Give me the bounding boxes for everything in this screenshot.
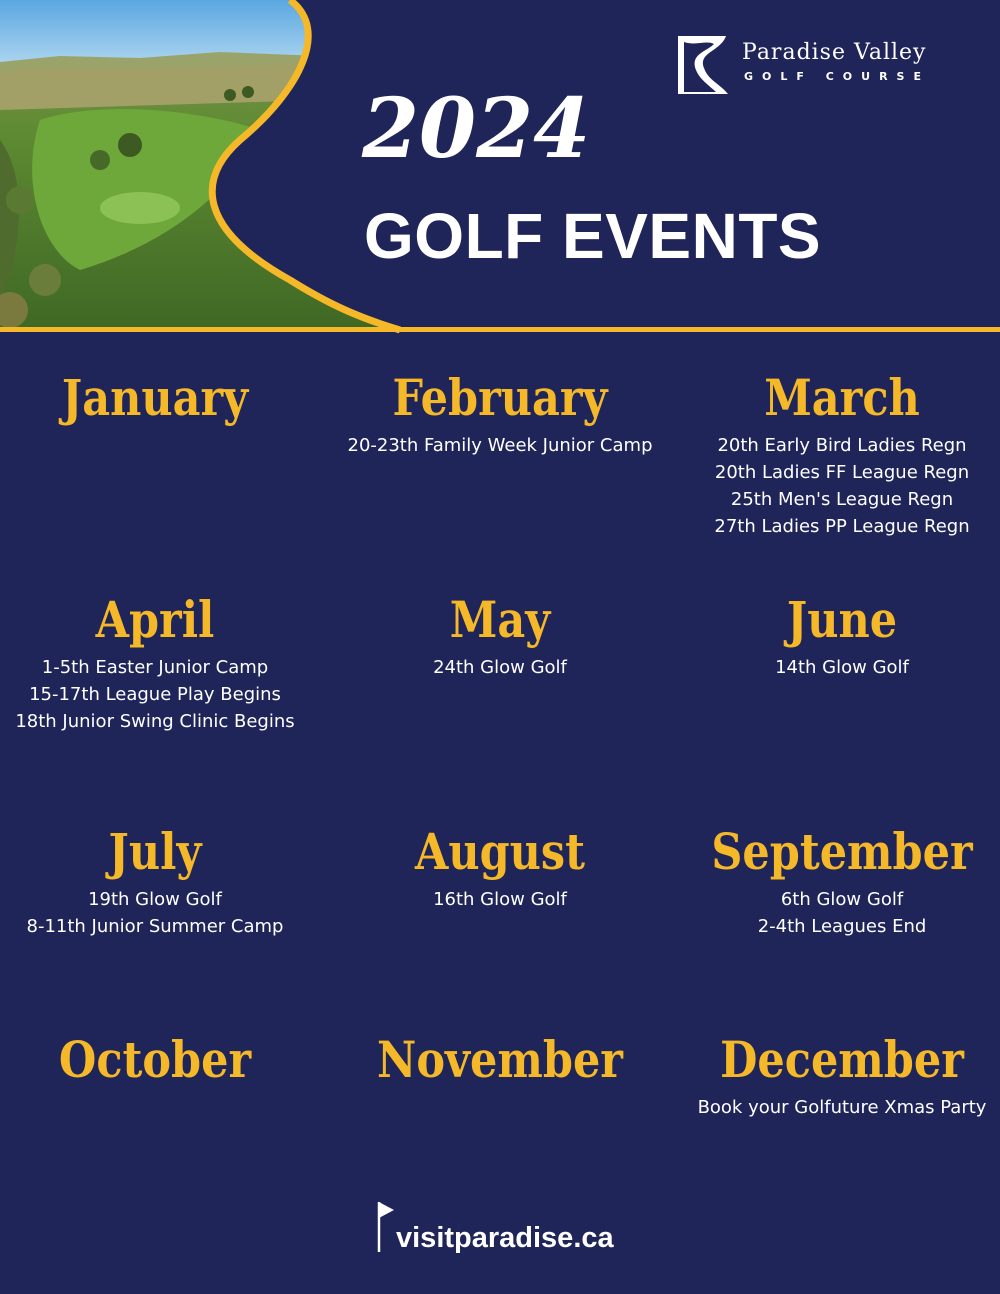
event-item: 25th Men's League Regn — [730, 489, 954, 510]
month-december — [672, 1030, 1000, 1121]
event-list — [330, 886, 670, 913]
event-item: 8-11th Junior Summer Camp — [26, 916, 284, 937]
header — [0, 0, 1000, 340]
event-list — [330, 654, 670, 681]
event-item: 14th Glow Golf — [775, 657, 909, 678]
event-item: Book your Golfuture Xmas Party — [697, 1097, 987, 1118]
month-name: February — [392, 368, 608, 427]
month-september — [672, 822, 1000, 940]
event-item: 27th Ladies PP League Regn — [714, 516, 970, 537]
golf-course-photo — [0, 0, 420, 340]
website-link[interactable]: visitparadise.ca — [396, 1222, 614, 1254]
event-list — [0, 886, 325, 940]
month-name: August — [414, 822, 586, 881]
month-march — [672, 368, 1000, 540]
month-name: November — [377, 1030, 623, 1089]
month-august — [330, 822, 670, 913]
month-april — [0, 590, 325, 735]
event-item: 6th Glow Golf — [780, 889, 904, 910]
month-january — [0, 368, 325, 432]
month-july — [0, 822, 325, 940]
month-name: March — [764, 368, 920, 427]
flag-logo-icon — [676, 34, 730, 96]
month-name: January — [61, 368, 249, 427]
event-item: 15-17th League Play Begins — [29, 684, 281, 705]
month-october — [0, 1030, 325, 1094]
month-name: April — [95, 590, 215, 649]
year-heading: 2024 — [362, 81, 591, 177]
month-may — [330, 590, 670, 681]
gold-divider — [0, 327, 1000, 332]
event-list — [672, 432, 1000, 540]
event-item: 16th Glow Golf — [433, 889, 567, 910]
event-item: 20-23th Family Week Junior Camp — [347, 435, 653, 456]
event-item: 19th Glow Golf — [88, 889, 222, 910]
event-list — [672, 886, 1000, 940]
event-list — [672, 654, 1000, 681]
month-november — [330, 1030, 670, 1094]
flag-icon — [376, 1200, 398, 1254]
event-list — [330, 432, 670, 459]
month-name: July — [108, 822, 202, 881]
event-item: 20th Ladies FF League Regn — [714, 462, 970, 483]
month-name: June — [786, 590, 898, 649]
month-name: October — [58, 1030, 252, 1089]
event-item: 20th Early Bird Ladies Regn — [717, 435, 967, 456]
event-item: 18th Junior Swing Clinic Begins — [15, 711, 295, 732]
month-february — [330, 368, 670, 459]
brand-name: Paradise Valley — [742, 40, 927, 65]
event-list — [672, 1094, 1000, 1121]
page-title: GOLF EVENTS — [364, 200, 822, 272]
footer — [376, 1200, 636, 1260]
month-name: May — [449, 590, 551, 649]
event-item: 24th Glow Golf — [433, 657, 567, 678]
brand-logo — [676, 34, 966, 100]
event-list — [0, 654, 325, 735]
month-name: September — [711, 822, 973, 881]
month-june — [672, 590, 1000, 681]
month-name: December — [720, 1030, 964, 1089]
event-item: 1-5th Easter Junior Camp — [41, 657, 269, 678]
brand-tagline: GOLF COURSE — [744, 70, 930, 83]
event-item: 2-4th Leagues End — [757, 916, 927, 937]
